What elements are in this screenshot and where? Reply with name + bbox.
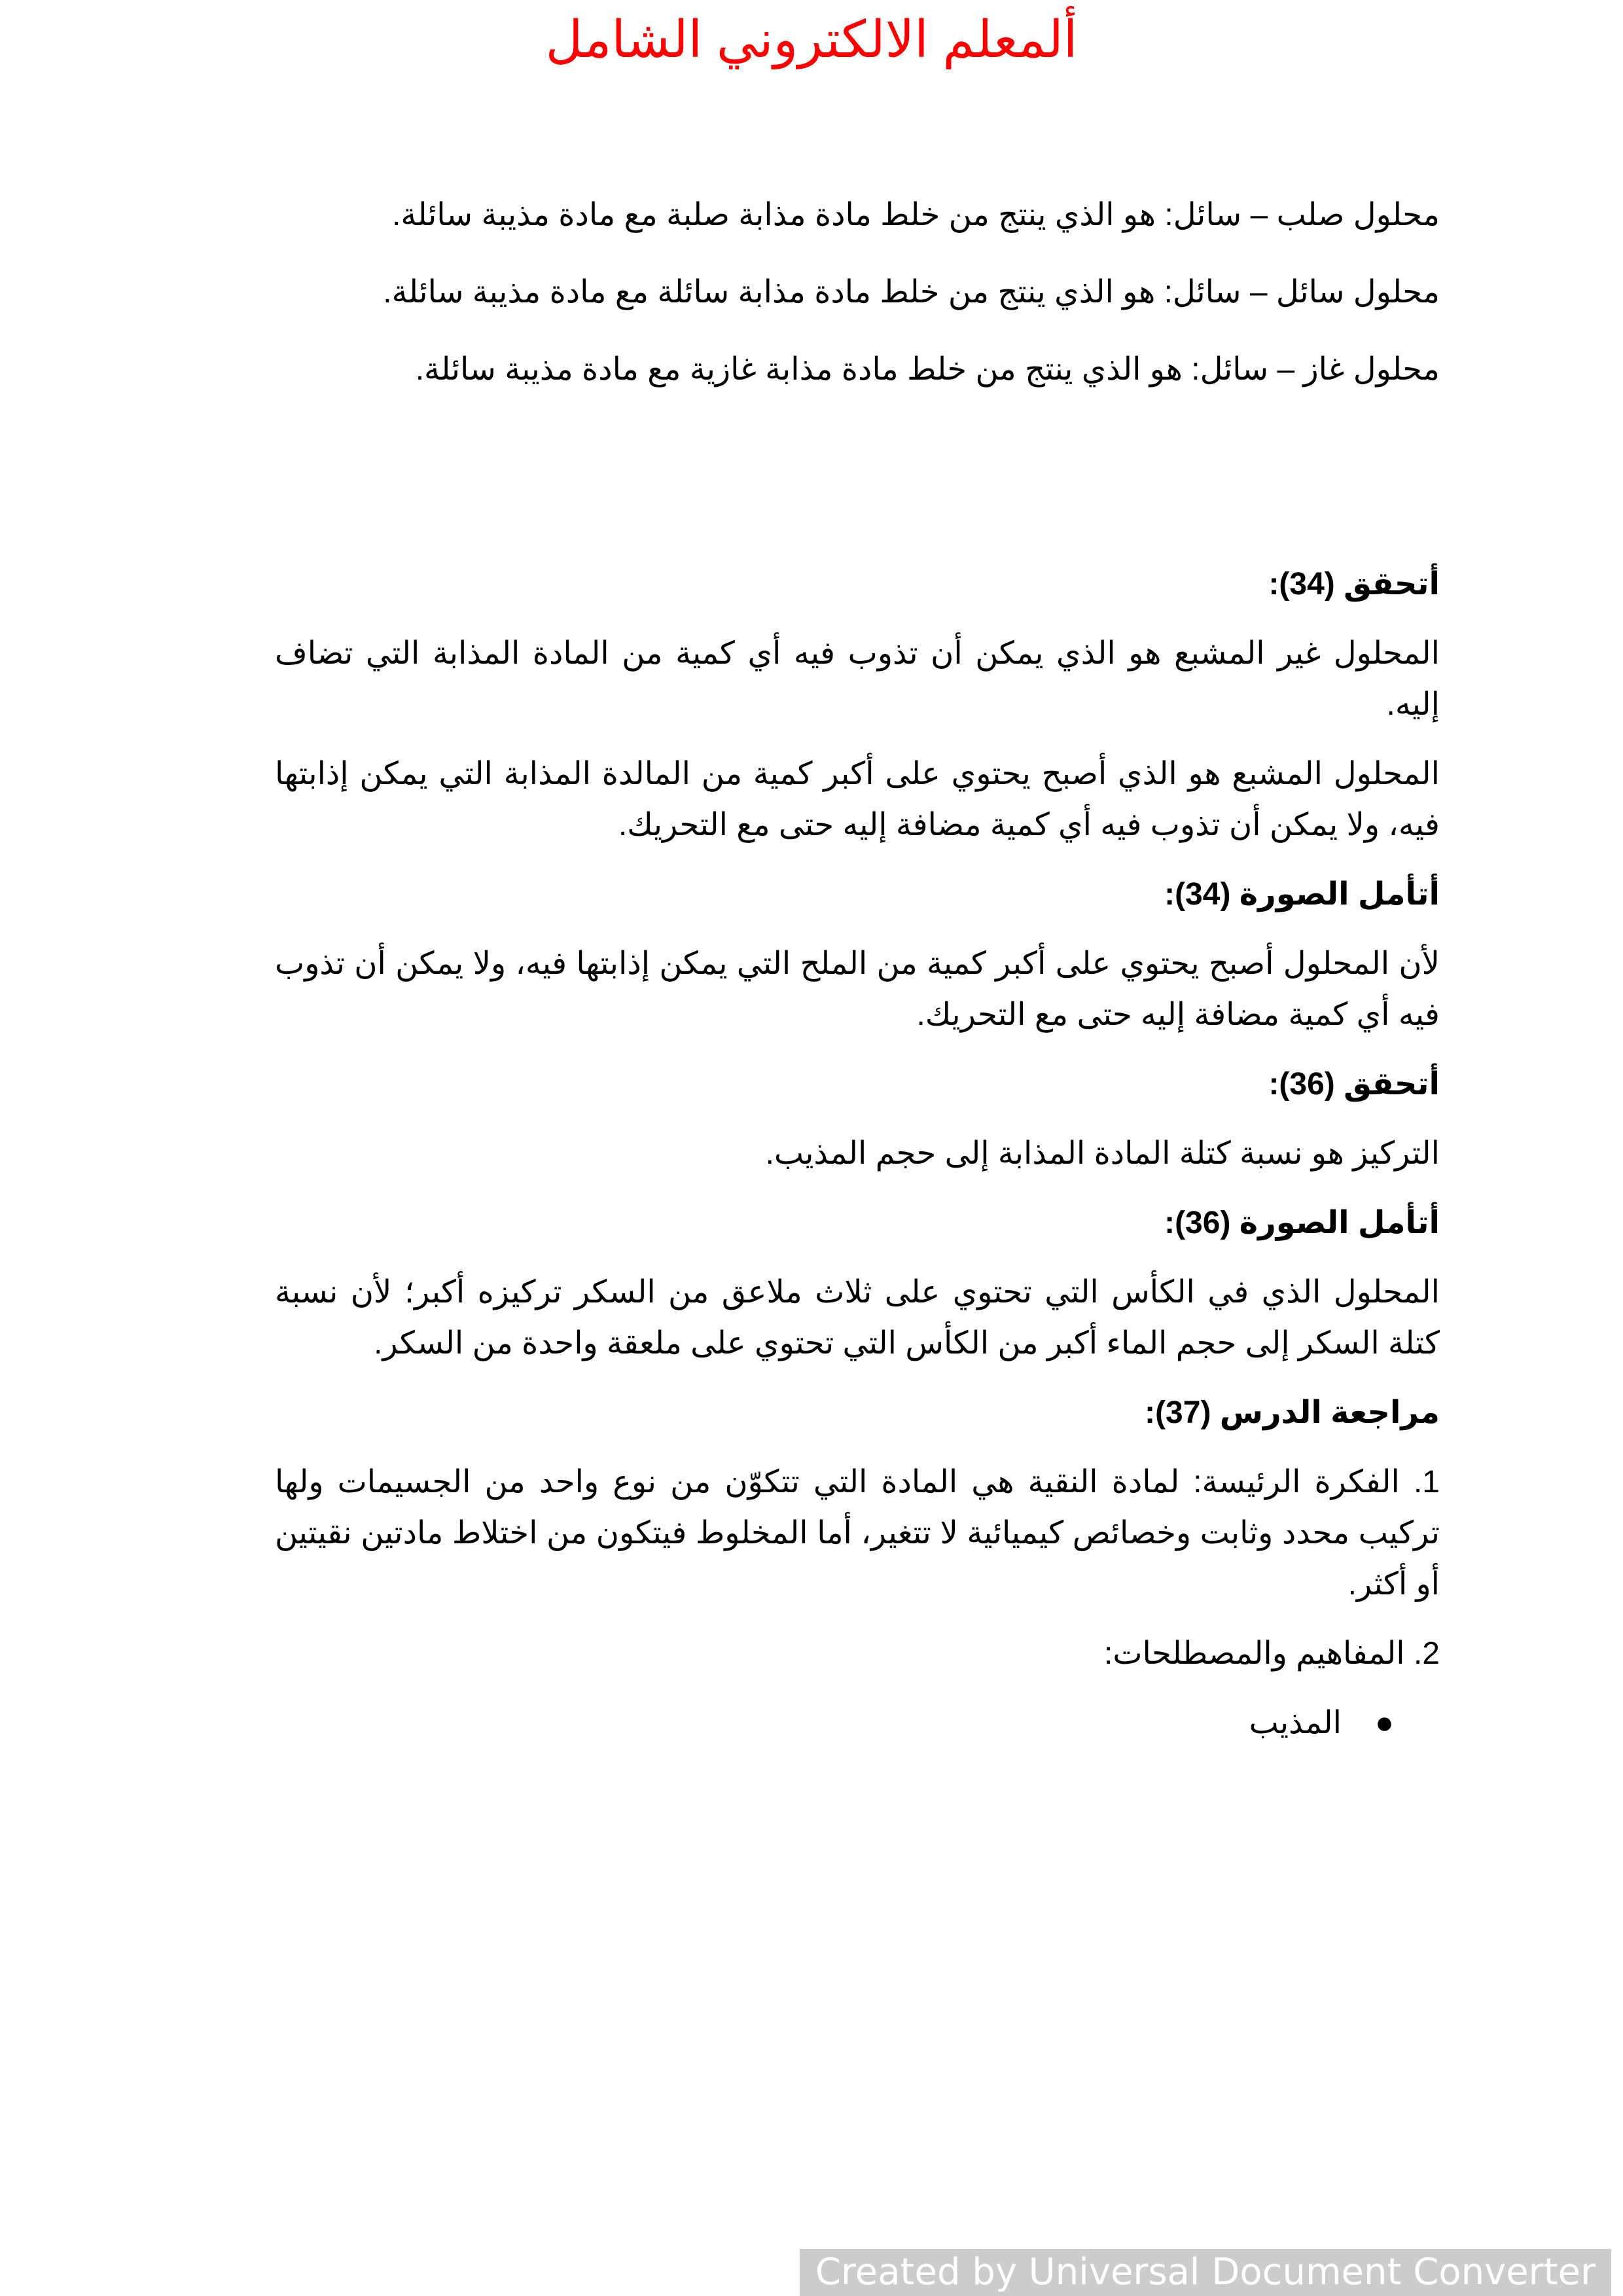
gas-liquid-definition: محلول غاز – سائل: هو الذي ينتج من خلط مادة مذابة غازية مع مادة مذيبة سائلة. <box>415 352 1440 387</box>
solid-liquid-definition: محلول صلب – سائل: هو الذي ينتج من خلط مادة مذابة صلبة مع مادة مذيبة سائلة. <box>391 198 1440 232</box>
list-item <box>275 1698 1394 1749</box>
section-review-37 <box>275 1388 1440 1749</box>
document-content <box>275 190 1440 1749</box>
section-heading: مراجعة الدرس (37): <box>1145 1395 1440 1430</box>
saturated-solution-paragraph: المحلول المشبع هو الذي أصبح يحتوي على أكبر كمية من المالدة المذابة التي يمكن إذابتها فيه، ولا يمكن أن تذوب فيه أي كمية مضافة إليه حتى مع التحريك. <box>275 757 1440 842</box>
solution-types-list <box>275 190 1440 395</box>
liquid-liquid-definition: محلول سائل – سائل: هو الذي ينتج من خلط مادة مذابة سائلة مع مادة مذيبة سائلة. <box>383 275 1440 310</box>
section-paragraph: لأن المحلول أصبح يحتوي على أكبر كمية من الملح التي يمكن إذابتها فيه، ولا يمكن أن تذوب فيه أي كمية مضافة إليه حتى مع التحريك. <box>275 946 1440 1032</box>
term-label: المذيب <box>1249 1706 1342 1740</box>
section-figure-36 <box>275 1198 1440 1369</box>
section-check-36 <box>275 1059 1440 1179</box>
review-item-2: 2. المفاهيم والمصطلحات: <box>1104 1636 1440 1671</box>
section-heading: أتحقق (36): <box>1268 1067 1440 1102</box>
converter-watermark: Created by Universal Document Converter <box>800 2249 1611 2296</box>
section-check-34 <box>275 559 1440 851</box>
section-figure-34 <box>275 869 1440 1041</box>
section-heading: أتأمل الصورة (36): <box>1164 1206 1440 1240</box>
section-paragraph: المحلول الذي في الكأس التي تحتوي على ثلاث ملاعق من السكر تركيزه أكبر؛ لأن نسبة كتلة السكر إلى حجم الماء أكبر من الكأس التي تحتوي على ملعقة واحدة من السكر. <box>275 1275 1440 1361</box>
unsaturated-solution-paragraph: المحلول غير المشبع هو الذي يمكن أن تذوب فيه أي كمية من المادة المذابة التي تضاف إليه. <box>275 636 1440 722</box>
bullet-icon: ● <box>1375 1706 1394 1740</box>
section-heading: أتحقق (34): <box>1268 567 1440 601</box>
page-title: ألمعلم الالكتروني الشامل <box>545 10 1078 68</box>
terms-list <box>275 1698 1440 1749</box>
section-heading: أتأمل الصورة (34): <box>1164 877 1440 912</box>
section-paragraph: التركيز هو نسبة كتلة المادة المذابة إلى حجم المذيب. <box>765 1136 1440 1171</box>
review-item-1: 1. الفكرة الرئيسة: لمادة النقية هي المادة التي تتكوّن من نوع واحد من الجسيمات ولها تركيب محدد وثابت وخصائص كيميائية لا تتغير، أما المخلوط فيتكون من اختلاط مادتين نقيتين أو أكثر. <box>275 1465 1440 1602</box>
